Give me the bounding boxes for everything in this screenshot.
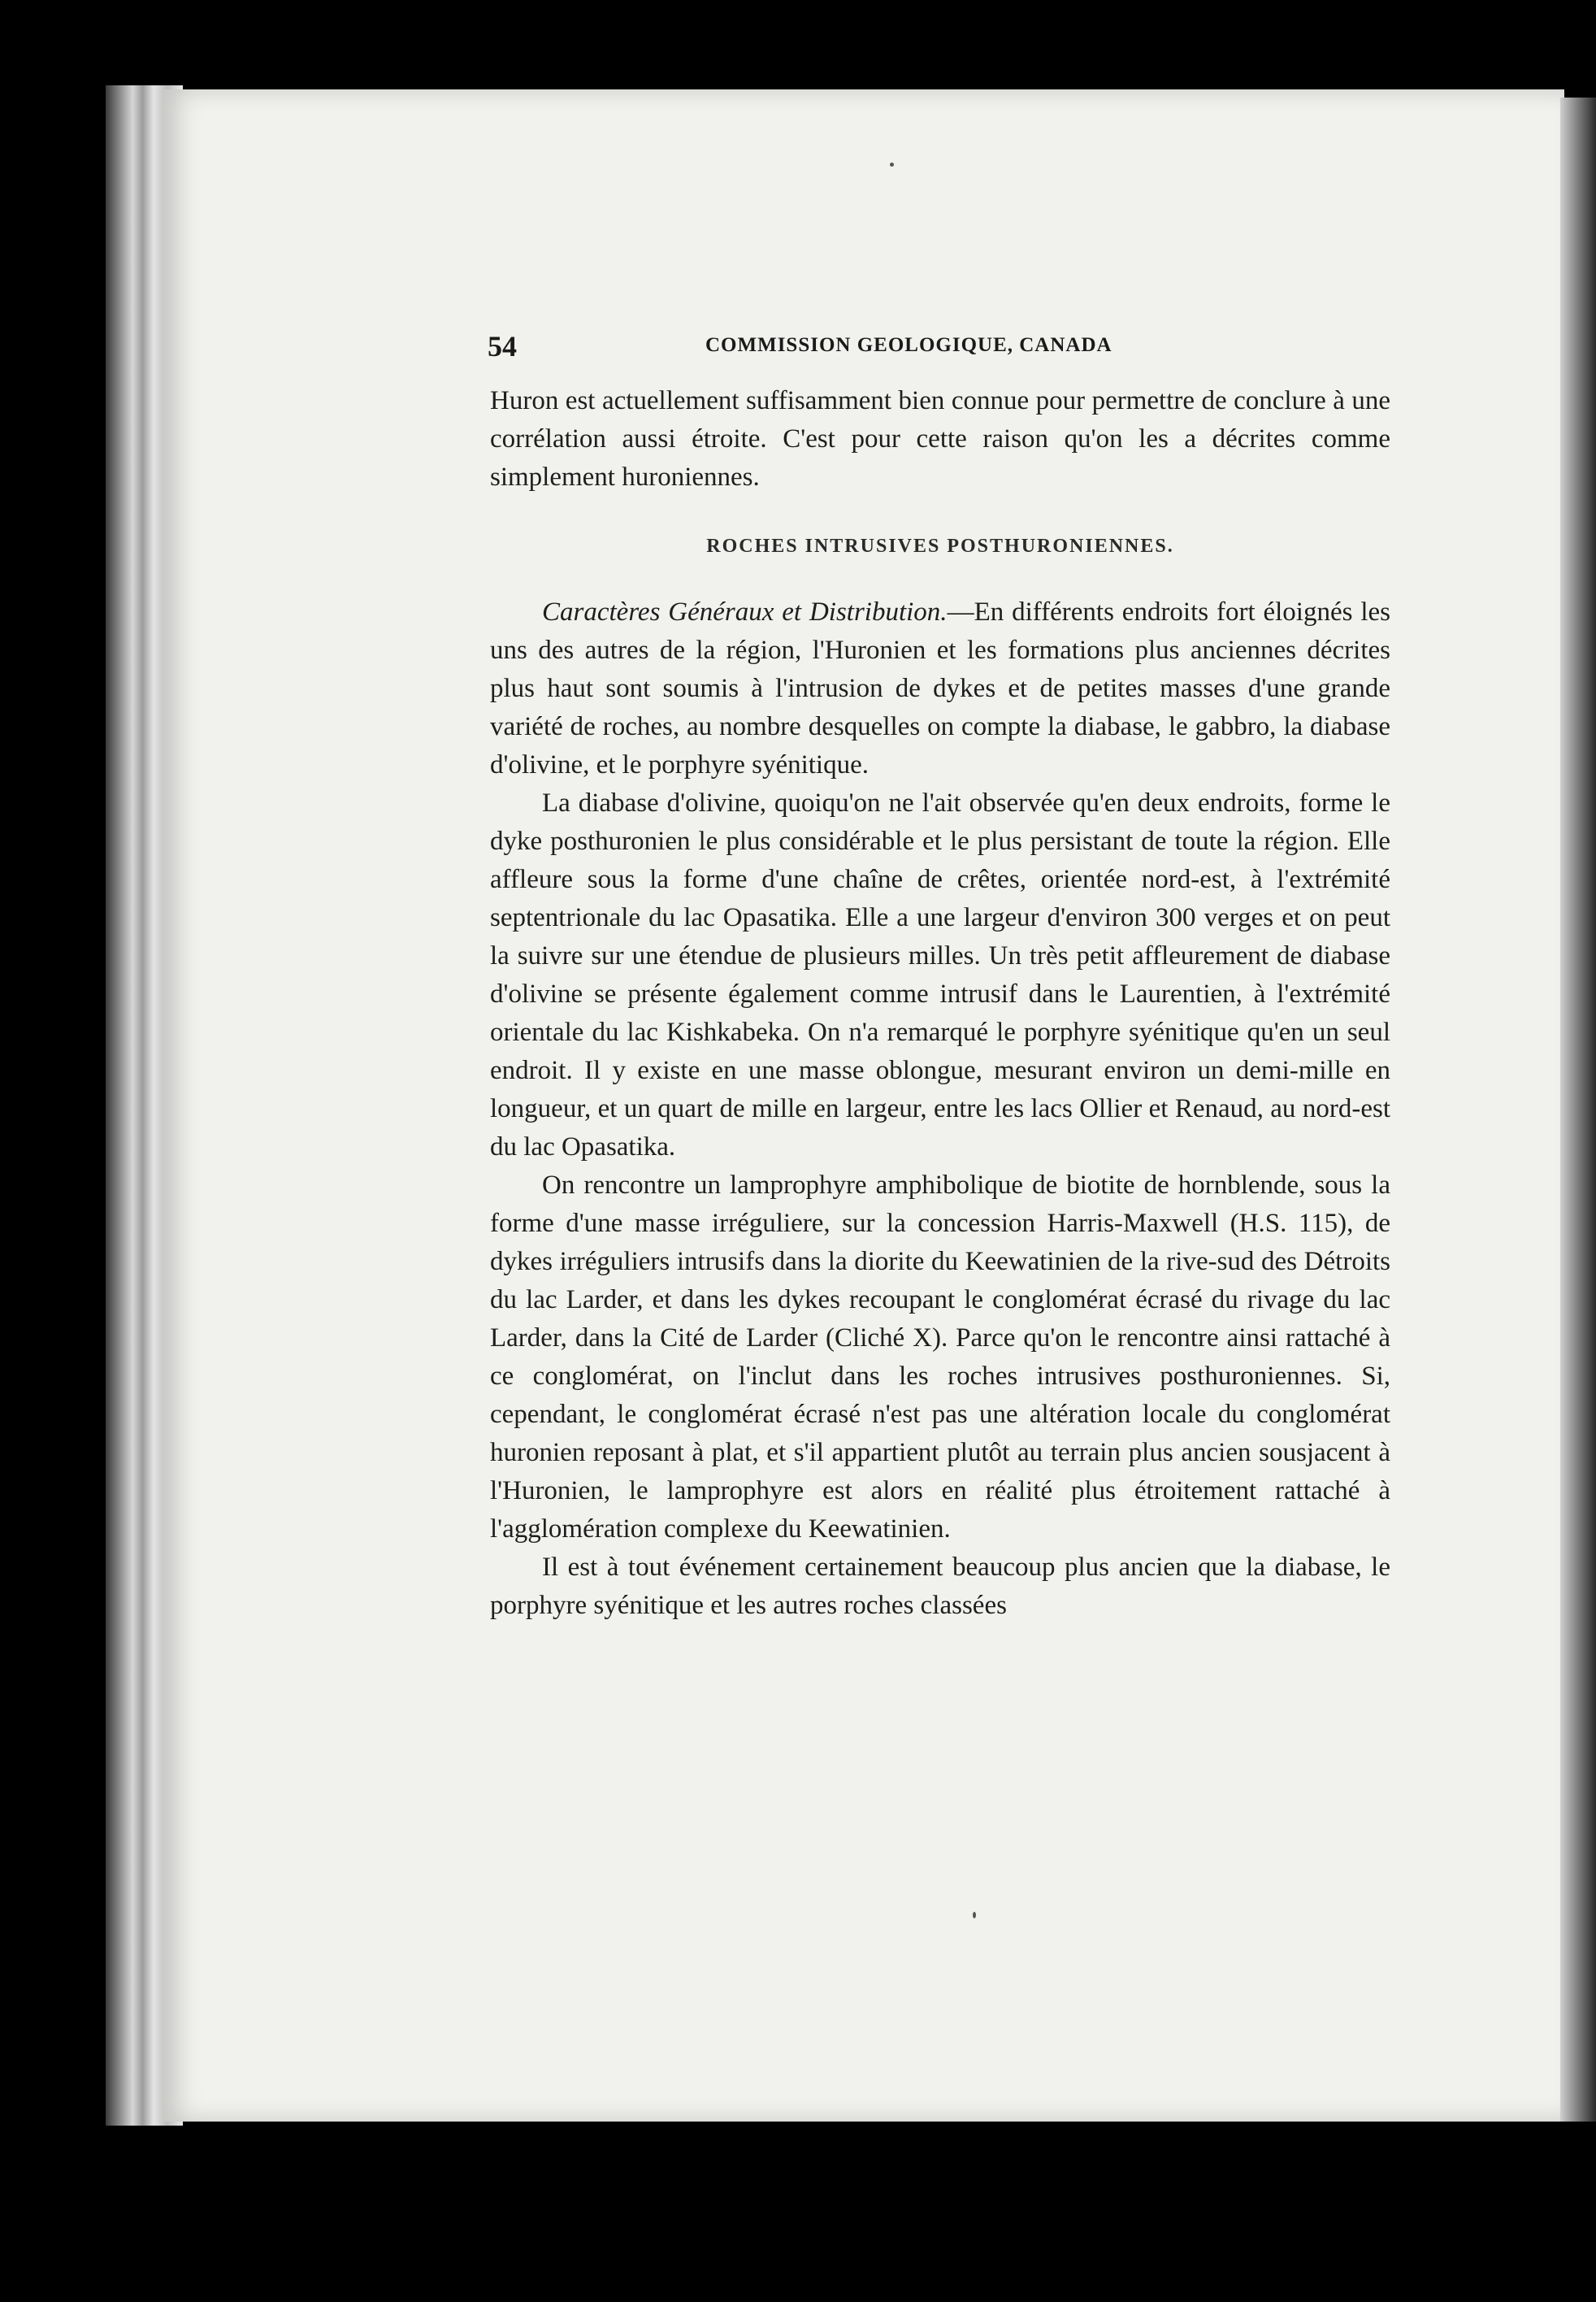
paragraph xyxy=(490,593,1390,784)
page-right-edge xyxy=(1560,98,1596,2122)
running-title: COMMISSION GEOLOGIQUE, CANADA xyxy=(705,334,1112,356)
paragraph-lead: Caractères Généraux et Distribution. xyxy=(542,597,948,627)
paragraph: Il est à tout événement certainement beaucoup plus ancien que la diabase, le porphyre syénitique et les autres roches classées xyxy=(490,1553,1390,1620)
paragraph-text: —En différents endroits fort éloignés les uns des autres de la région, l'Huronien et les formations plus anciennes décrites plus haut sont soumis à l'intrusion de dykes et de petites masses d'une grande variété de roches, au nombre desquelles on compte la diabase, le gabbro, la diabase d'olivine, et le porphyre syénitique. xyxy=(490,597,1390,780)
paragraph: La diabase d'olivine, quoiqu'on ne l'ait observée qu'en deux endroits, forme le dyke posthuronien le plus considérable et le plus persistant de toute la région. Elle affleure sous la forme d'une chaîne de crêtes, orientée nord-est, à l'extrémité septentrionale du lac Opasatika. Elle a une largeur d'environ 300 verges et on peut la suivre sur une étendue de plusieurs milles. Un très petit affleurement de diabase d'olivine se présente également comme intrusif dans le Laurentien, à l'extrémité orientale du lac Kishkabeka. On n'a remarqué le porphyre syénitique qu'en un seul endroit. Il y existe en une masse oblongue, mesurant environ un demi-mille en longueur, et un quart de mille en largeur, entre les lacs Ollier et Renaud, au nord-est du lac Opasatika. xyxy=(490,788,1390,1162)
page-number: 54 xyxy=(488,330,517,363)
dust-speck xyxy=(973,1912,976,1918)
section-heading: ROCHES INTRUSIVES POSTHURONIENNES. xyxy=(706,536,1174,557)
dust-speck xyxy=(890,163,894,167)
paragraph: On rencontre un lamprophyre amphibolique de biotite de hornblende, sous la forme d'une masse irréguliere, sur la concession Harris-Maxwell (H.S. 115), de dykes irréguliers intrusifs dans la diorite du Keewatinien de la rive-sud des Détroits du lac Larder, et dans les dykes recoupant le conglomérat écrasé du rivage du lac Larder, dans la Cité de Larder (Cliché X). Parce qu'on le rencontre ainsi rattaché à ce conglomérat, on l'inclut dans les roches intrusives posthuroniennes. Si, cependant, le conglomérat écrasé n'est pas une altération locale du conglomérat huronien reposant à plat, et s'il appartient plutôt au terrain plus ancien sousjacent à l'Huronien, le lamprophyre est alors en réalité plus étroitement rattaché à l'agglomération complexe du Keewatinien. xyxy=(490,1171,1390,1544)
paragraph: Huron est actuellement suffisamment bien connue pour permettre de conclure à une corrélation aussi étroite. C'est pour cette raison qu'on les a décrites comme simplement huroniennes. xyxy=(490,386,1390,492)
page-header xyxy=(488,329,1390,370)
page-body xyxy=(490,382,1390,1625)
